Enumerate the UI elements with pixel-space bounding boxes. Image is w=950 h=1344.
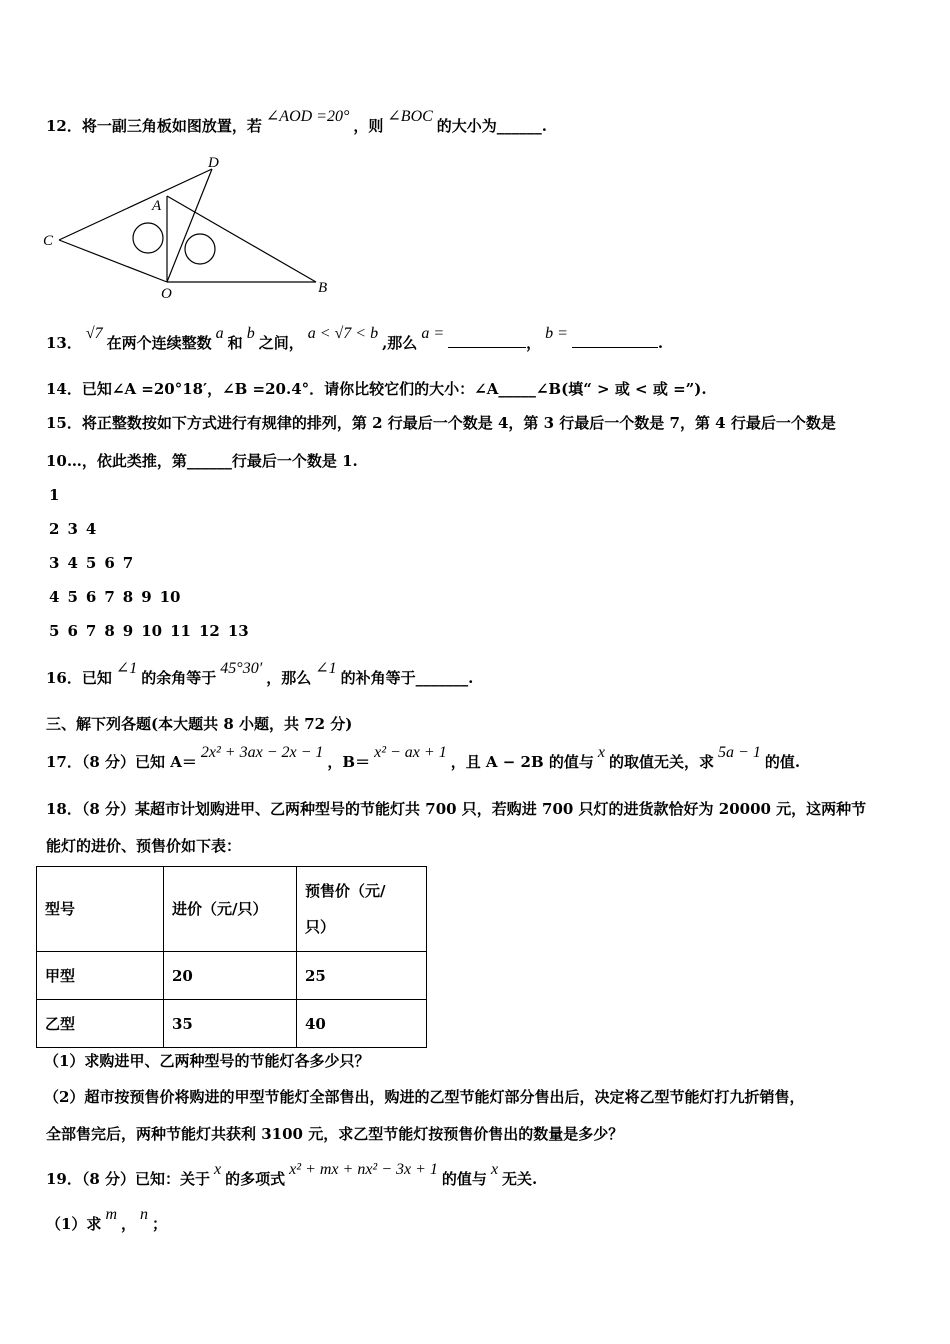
q13-blank-b bbox=[572, 333, 658, 348]
q13-t3: 之间， bbox=[258, 334, 304, 352]
q17-x: x bbox=[597, 744, 606, 761]
edge-d-o bbox=[167, 169, 212, 282]
q16-angle1: ∠1 bbox=[115, 660, 138, 677]
q19-n: n bbox=[140, 1206, 149, 1223]
table-cell: 25 bbox=[297, 952, 427, 1000]
q18-sub1: （1）求购进甲、乙两种型号的节能灯各多少只？ bbox=[44, 1052, 370, 1070]
label-o: O bbox=[161, 286, 172, 302]
q15-row-2: 2 3 4 bbox=[49, 520, 97, 538]
q13-b-eq: b = bbox=[545, 325, 568, 342]
label-d: D bbox=[208, 155, 219, 171]
q16-angle2: ∠1 bbox=[315, 660, 337, 677]
q19-m: m bbox=[105, 1206, 117, 1223]
q13-t4: ,那么 bbox=[382, 334, 418, 352]
q17-t1: 17．（8 分）已知 A＝ bbox=[46, 753, 197, 771]
q13-end: . bbox=[657, 334, 664, 352]
table-header-price: 预售价（元/ 只） bbox=[297, 867, 427, 952]
q13-t1: 在两个连续整数 bbox=[106, 334, 212, 352]
q17-expr-a: 2x² + 3ax − 2x − 1 bbox=[200, 744, 324, 761]
q19-x: x bbox=[214, 1161, 222, 1178]
hole-left bbox=[133, 223, 163, 253]
q19-t4: 无关. bbox=[502, 1170, 538, 1188]
q18-sub2b: 全部售完后，两种节能灯共获利 3100 元，求乙型节能灯按预售价售出的数量是多少？ bbox=[46, 1125, 624, 1143]
q19-sub1b: ， bbox=[121, 1215, 137, 1233]
q13-line bbox=[46, 325, 664, 354]
q17-expr-b: x² − ax + 1 bbox=[374, 744, 447, 761]
q17-expr-5a: 5a − 1 bbox=[718, 744, 761, 761]
q17-line bbox=[46, 744, 801, 773]
section-3-title: 三、解下列各题(本大题共 8 小题，共 72 分) bbox=[46, 715, 353, 733]
q17-t5: 的值. bbox=[764, 753, 801, 771]
table-cell: 40 bbox=[297, 1000, 427, 1048]
q19-t2: 的多项式 bbox=[225, 1170, 286, 1188]
q12-line bbox=[46, 108, 548, 137]
q16-deg: 45°30′ bbox=[220, 660, 263, 677]
q16-t2: 的余角等于 bbox=[141, 669, 217, 687]
q12-label: 12．将一副三角板如图放置，若 bbox=[46, 117, 262, 135]
q13-a-eq: a = bbox=[421, 325, 445, 342]
q19-line bbox=[46, 1161, 538, 1190]
q12-expr-boc: ∠BOC bbox=[387, 108, 433, 125]
q19-sub1a: （1）求 bbox=[46, 1215, 102, 1233]
table-row bbox=[37, 1000, 427, 1048]
label-c: C bbox=[43, 233, 54, 249]
q15-row-4: 4 5 6 7 8 9 10 bbox=[49, 588, 181, 606]
q12-tail: 的大小为______. bbox=[436, 117, 548, 135]
q17-t2: ，B＝ bbox=[327, 753, 371, 771]
price-table bbox=[36, 866, 427, 1048]
label-b: B bbox=[318, 280, 328, 296]
q15-row-1: 1 bbox=[49, 486, 60, 504]
hole-right bbox=[185, 234, 215, 264]
table-header-cost: 进价（元/只） bbox=[164, 867, 297, 952]
q19-x2: x bbox=[490, 1161, 499, 1178]
q13-num: 13． bbox=[46, 334, 82, 352]
edge-c-o bbox=[59, 240, 167, 282]
q19-sub1 bbox=[46, 1206, 168, 1235]
q18-line1: 18．（8 分）某超市计划购进甲、乙两种型号的节能灯共 700 只，若购进 700 只灯的进货款恰好为 20000 元，这两种节 bbox=[46, 800, 867, 818]
q18-sub2a: （2）超市按预售价将购进的甲型节能灯全部售出，购进的乙型节能灯部分售出后，决定将乙型节能灯打九折销售， bbox=[44, 1088, 805, 1106]
q16-t1: 16．已知 bbox=[46, 669, 112, 687]
q13-t2: 和 bbox=[227, 334, 243, 352]
table-cell: 乙型 bbox=[37, 1000, 164, 1048]
q15-line2: 10…，依此类推，第______行最后一个数是 1. bbox=[46, 452, 358, 470]
table-row bbox=[37, 952, 427, 1000]
q19-sub1c: ； bbox=[152, 1215, 168, 1233]
q17-t3: ，且 A − 2B 的值与 bbox=[450, 753, 594, 771]
table-header-type: 型号 bbox=[37, 867, 164, 952]
q19-t1: 19．（8 分）已知：关于 bbox=[46, 1170, 211, 1188]
q12-mid: ，则 bbox=[353, 117, 384, 135]
table-cell: 35 bbox=[164, 1000, 297, 1048]
table-cell: 20 bbox=[164, 952, 297, 1000]
q13-b: b bbox=[246, 325, 255, 342]
q14-line: 14．已知∠A =20°18′，∠B =20.4°．请你比较它们的大小：∠A_____∠B(填“ > 或 < 或 =”). bbox=[46, 380, 707, 398]
q19-t3: 的值与 bbox=[441, 1170, 487, 1188]
q12-expr-aod: ∠AOD =20° bbox=[265, 108, 350, 125]
q16-t3: ，那么 bbox=[266, 669, 312, 687]
q13-sep: ， bbox=[526, 334, 542, 352]
label-a: A bbox=[152, 198, 162, 214]
q16-line bbox=[46, 660, 474, 689]
table-header-row bbox=[37, 867, 427, 952]
q13-a: a bbox=[215, 325, 224, 342]
q15-row-5: 5 6 7 8 9 10 11 12 13 bbox=[49, 622, 249, 640]
q13-ineq: a < √7 < b bbox=[307, 325, 379, 342]
q16-t4: 的补角等于_______. bbox=[340, 669, 474, 687]
q15-line1: 15．将正整数按如下方式进行有规律的排列，第 2 行最后一个数是 4，第 3 行最后一个数是 7，第 4 行最后一个数是 bbox=[46, 414, 836, 432]
q17-t4: 的取值无关，求 bbox=[609, 753, 715, 771]
q13-sqrt7: √7 bbox=[85, 325, 103, 342]
q15-row-3: 3 4 5 6 7 bbox=[49, 554, 134, 572]
triangle-figure bbox=[38, 152, 338, 302]
q19-expr: x² + mx + nx² − 3x + 1 bbox=[289, 1161, 438, 1178]
table-cell: 甲型 bbox=[37, 952, 164, 1000]
q13-blank-a bbox=[448, 333, 526, 348]
q18-line2: 能灯的进价、预售价如下表： bbox=[46, 837, 242, 855]
